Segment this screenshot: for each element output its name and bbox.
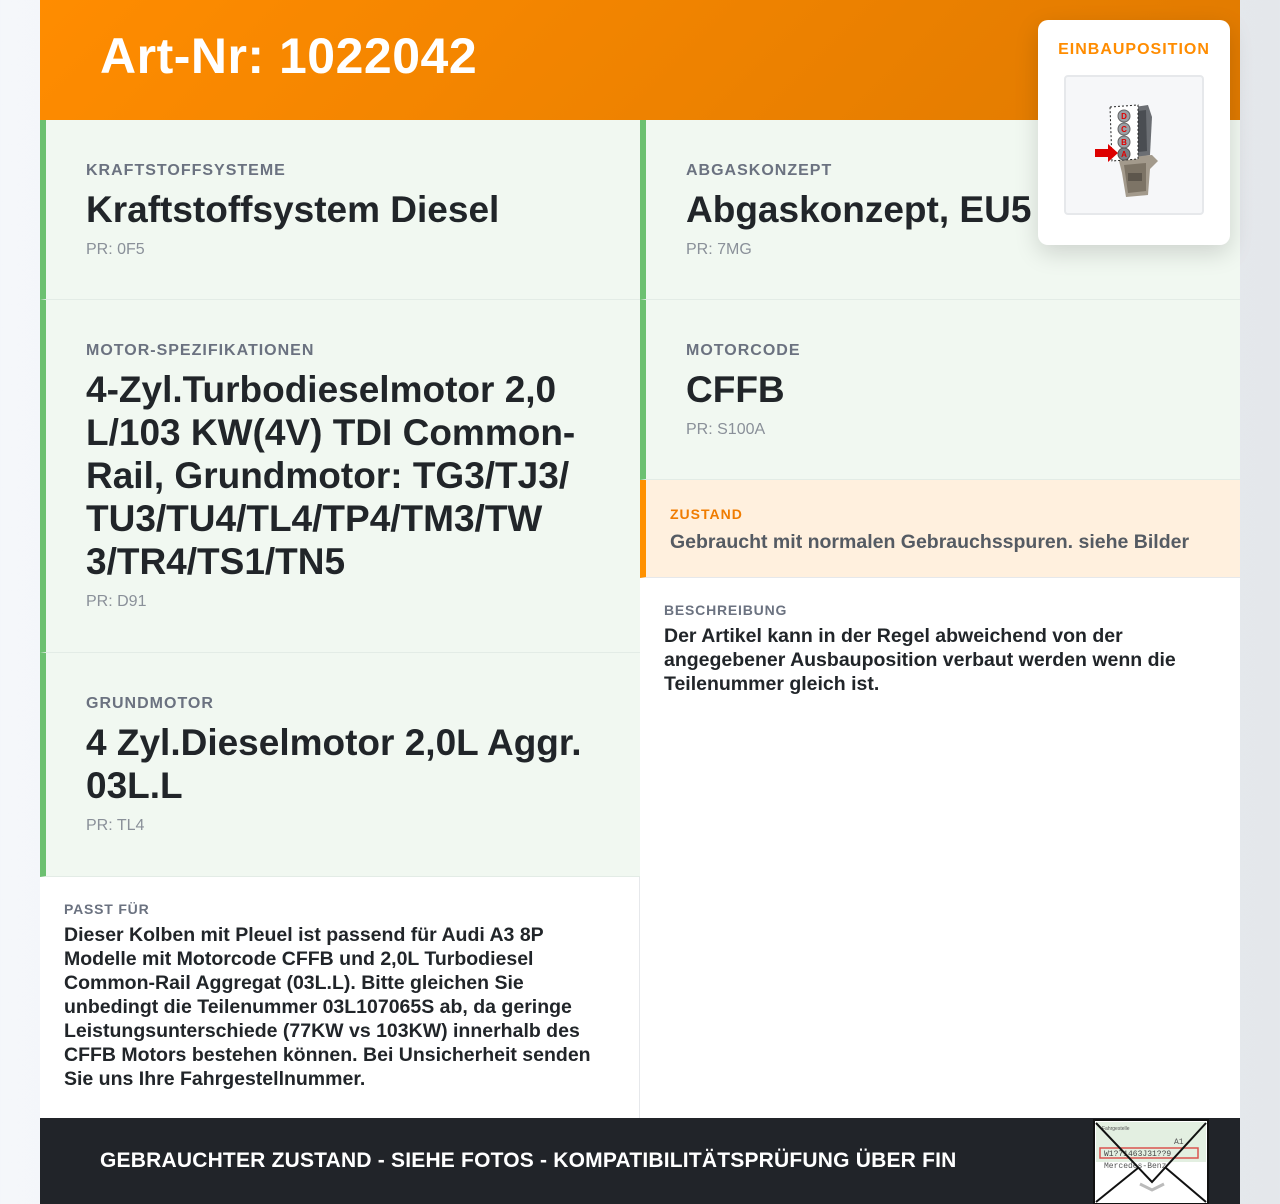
left-column [40, 120, 640, 1090]
spec-pr-code: PR: TL4 [86, 817, 145, 834]
product-sheet [40, 0, 1240, 1204]
spec-value: CFFB [686, 369, 785, 410]
passt-fuer-section [40, 877, 640, 1118]
zustand-label: ZUSTAND [670, 506, 743, 522]
footer-text: GEBRAUCHTER ZUSTAND - SIEHE FOTOS - KOMPATIBILITÄTSPRÜFUNG ÜBER FIN [100, 1149, 957, 1172]
svg-text:A: A [1121, 150, 1127, 159]
spec-value: Kraftstoffsystem Diesel [86, 189, 500, 230]
engine-position-image[interactable] [1064, 75, 1204, 215]
spec-card-grundmotor [40, 653, 640, 877]
svg-text:D: D [1121, 112, 1127, 121]
spec-label: MOTORCODE [686, 342, 801, 359]
svg-text:B: B [1121, 138, 1127, 147]
svg-text:A1: A1 [1174, 1138, 1184, 1147]
fin-envelope-icon[interactable] [1092, 1118, 1210, 1204]
svg-text:Mercedes-Benz: Mercedes-Benz [1104, 1162, 1167, 1171]
beschreibung-section [640, 578, 1240, 1118]
spec-value: 4-Zyl.Turbodieselmotor 2,0 L/103 KW(4V) TDI Common-Rail, Grundmotor: TG3/TJ3/ TU3/TU4/TL4/TP4/TM3/TW 3/TR4/TS1/TN5 [86, 369, 576, 582]
beschreibung-text: Der Artikel kann in der Regel abweichend von der angegebener Ausbauposition verbaut werden wenn die Teilenummer gleich ist. [664, 625, 1176, 695]
einbauposition-card [1038, 20, 1230, 245]
beschreibung-label: BESCHREIBUNG [664, 602, 788, 618]
spec-pr-code: PR: 0F5 [86, 241, 145, 258]
passt-fuer-label: PASST FÜR [64, 901, 150, 917]
zustand-section [640, 480, 1240, 578]
spec-value: 4 Zyl.Dieselmotor 2,0L Aggr. 03L.L [86, 722, 582, 806]
spec-pr-code: PR: S100A [686, 421, 766, 438]
passt-fuer-text: Dieser Kolben mit Pleuel ist passend für Audi A3 8P Modelle mit Motorcode CFFB und 2,0L Turbodiesel Common-Rail Aggregat (03L.L). Bitte gleichen Sie unbedingt die Teilenummer 03L107065S ab, da geringe Leistungsunterschiede (77KW vs 103KW) innerhalb des CFFB Motors bestehen können. Bei Unsicherheit senden Sie uns Ihre Fahrgestellnummer. [64, 924, 591, 1090]
spec-label: MOTOR-SPEZIFIKATIONEN [86, 342, 315, 359]
svg-text:C: C [1121, 125, 1127, 134]
right-column [640, 120, 1240, 1118]
spec-pr-code: PR: D91 [86, 593, 147, 610]
spec-card-kraftstoffsysteme [40, 120, 640, 300]
spec-card-motorcode [640, 300, 1240, 480]
spec-pr-code: PR: 7MG [686, 241, 752, 258]
spec-label: GRUNDMOTOR [86, 695, 214, 712]
footer-banner [40, 1118, 1240, 1204]
spec-value: Abgaskonzept, EU5 [686, 189, 1032, 230]
spec-label: KRAFTSTOFFSYSTEME [86, 162, 286, 179]
spec-label: ABGASKONZEPT [686, 162, 833, 179]
engine-diagram-icon [1066, 77, 1202, 213]
einbauposition-label: EINBAUPOSITION [1058, 41, 1210, 58]
zustand-text: Gebraucht mit normalen Gebrauchsspuren. siehe Bilder [670, 531, 1190, 553]
svg-text:Fahrgestelle: Fahrgestelle [1102, 1126, 1130, 1132]
svg-text:W1?71463J31??9: W1?71463J31??9 [1104, 1150, 1172, 1159]
article-number-title: Art-Nr: 1022042 [100, 28, 478, 84]
spec-card-motor-spezifikationen [40, 300, 640, 653]
